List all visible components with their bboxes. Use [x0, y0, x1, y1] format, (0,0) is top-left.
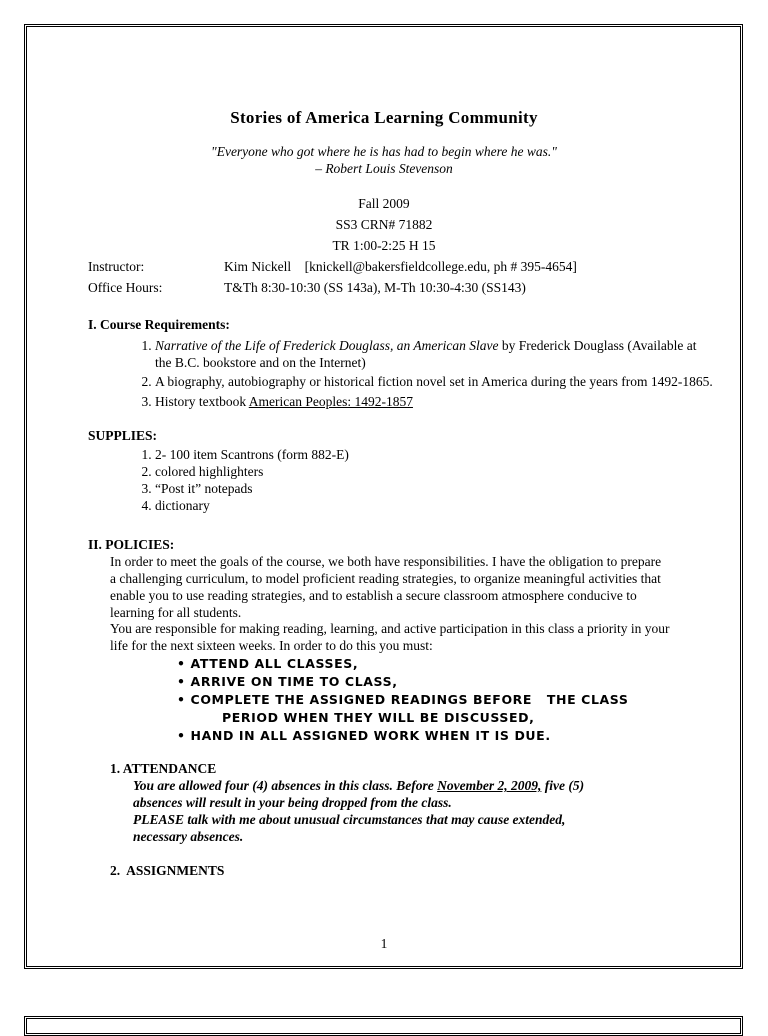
requirement-readings-cont: PERIOD WHEN THEY WILL BE DISCUSSED,: [222, 710, 535, 725]
requirement-readings: • COMPLETE THE ASSIGNED READINGS BEFORE THE CLASS: [177, 692, 629, 707]
page-number: 1: [380, 936, 388, 951]
term: Fall 2009: [358, 196, 410, 211]
attendance-line-4: necessary absences.: [133, 829, 244, 844]
attendance-line-1-start: You are allowed four (4) absences in this class. Before: [133, 778, 438, 793]
requirements-heading: I. Course Requirements:: [88, 317, 230, 332]
textbook-title: American Peoples: 1492-1857: [248, 394, 413, 409]
instructor-label: Instructor:: [88, 259, 145, 274]
supply-item: 3. “Post it” notepads: [155, 480, 715, 497]
policies-paragraph-1: In order to meet the goals of the course, we both have responsibilities. I have the obligation to prepare a challenging curriculum, to model proficient reading strategies, to organize meaningful activities that enable you to use reading strategies, and to establish a secure classroom atmosphere conducive to learning for all students.: [110, 554, 662, 620]
supplies-list: [133, 446, 715, 514]
class-schedule: TR 1:00-2:25 H 15: [332, 238, 436, 253]
attendance-line-3: PLEASE talk with me about unusual circumstances that may cause extended,: [133, 812, 566, 827]
epigraph-quote: "Everyone who got where he is has had to begin where he was.": [211, 144, 557, 159]
supplies-heading: SUPPLIES:: [88, 428, 158, 443]
instructor-value: Kim Nickell [knickell@bakersfieldcollege.edu, ph # 395-4654]: [224, 259, 577, 274]
attendance-line-2: absences will result in your being dropped from the class.: [133, 795, 452, 810]
book-detail: by Frederick Douglass (Available at the B.C. bookstore and on the Internet): [155, 338, 697, 370]
textbook-prefix: History textbook: [155, 394, 249, 409]
supply-item: 1. 2- 100 item Scantrons (form 882-E): [155, 446, 715, 463]
attendance-line-1-end: five (5): [541, 778, 585, 793]
supply-item: 2. colored highlighters: [155, 463, 715, 480]
supply-item: 4. dictionary: [155, 497, 715, 514]
course-crn: SS3 CRN# 71882: [335, 217, 433, 232]
attendance-line-1: [133, 777, 584, 794]
next-page-border: [24, 1016, 743, 1036]
requirement-item: [155, 337, 715, 371]
requirement-work: • HAND IN ALL ASSIGNED WORK WHEN IT IS DUE.: [177, 728, 551, 743]
attendance-heading: 1. ATTENDANCE: [110, 761, 217, 776]
policies-paragraph-2: You are responsible for making reading, learning, and active participation in this class a priority in your life for the next sixteen weeks. In order to do this you must:: [110, 621, 670, 653]
requirement-item: [155, 393, 715, 410]
requirements-list: [133, 337, 715, 410]
requirement-item: 2. A biography, autobiography or historical fiction novel set in America during the years from 1492-1865.: [155, 373, 715, 390]
assignments-heading: 2. ASSIGNMENTS: [110, 863, 225, 878]
requirement-on-time: • ARRIVE ON TIME TO CLASS,: [177, 674, 398, 689]
office-hours-label: Office Hours:: [88, 280, 163, 295]
drop-date: November 2, 2009,: [437, 778, 542, 793]
policies-heading: II. POLICIES:: [88, 537, 175, 552]
epigraph-author: – Robert Louis Stevenson: [315, 161, 453, 176]
requirement-attend: • ATTEND ALL CLASSES,: [177, 656, 359, 671]
document-title: Stories of America Learning Community: [230, 108, 538, 127]
office-hours-value: T&Th 8:30-10:30 (SS 143a), M-Th 10:30-4:30 (SS143): [224, 280, 526, 295]
book-title: Narrative of the Life of Frederick Douglass, an American Slave: [155, 338, 499, 353]
